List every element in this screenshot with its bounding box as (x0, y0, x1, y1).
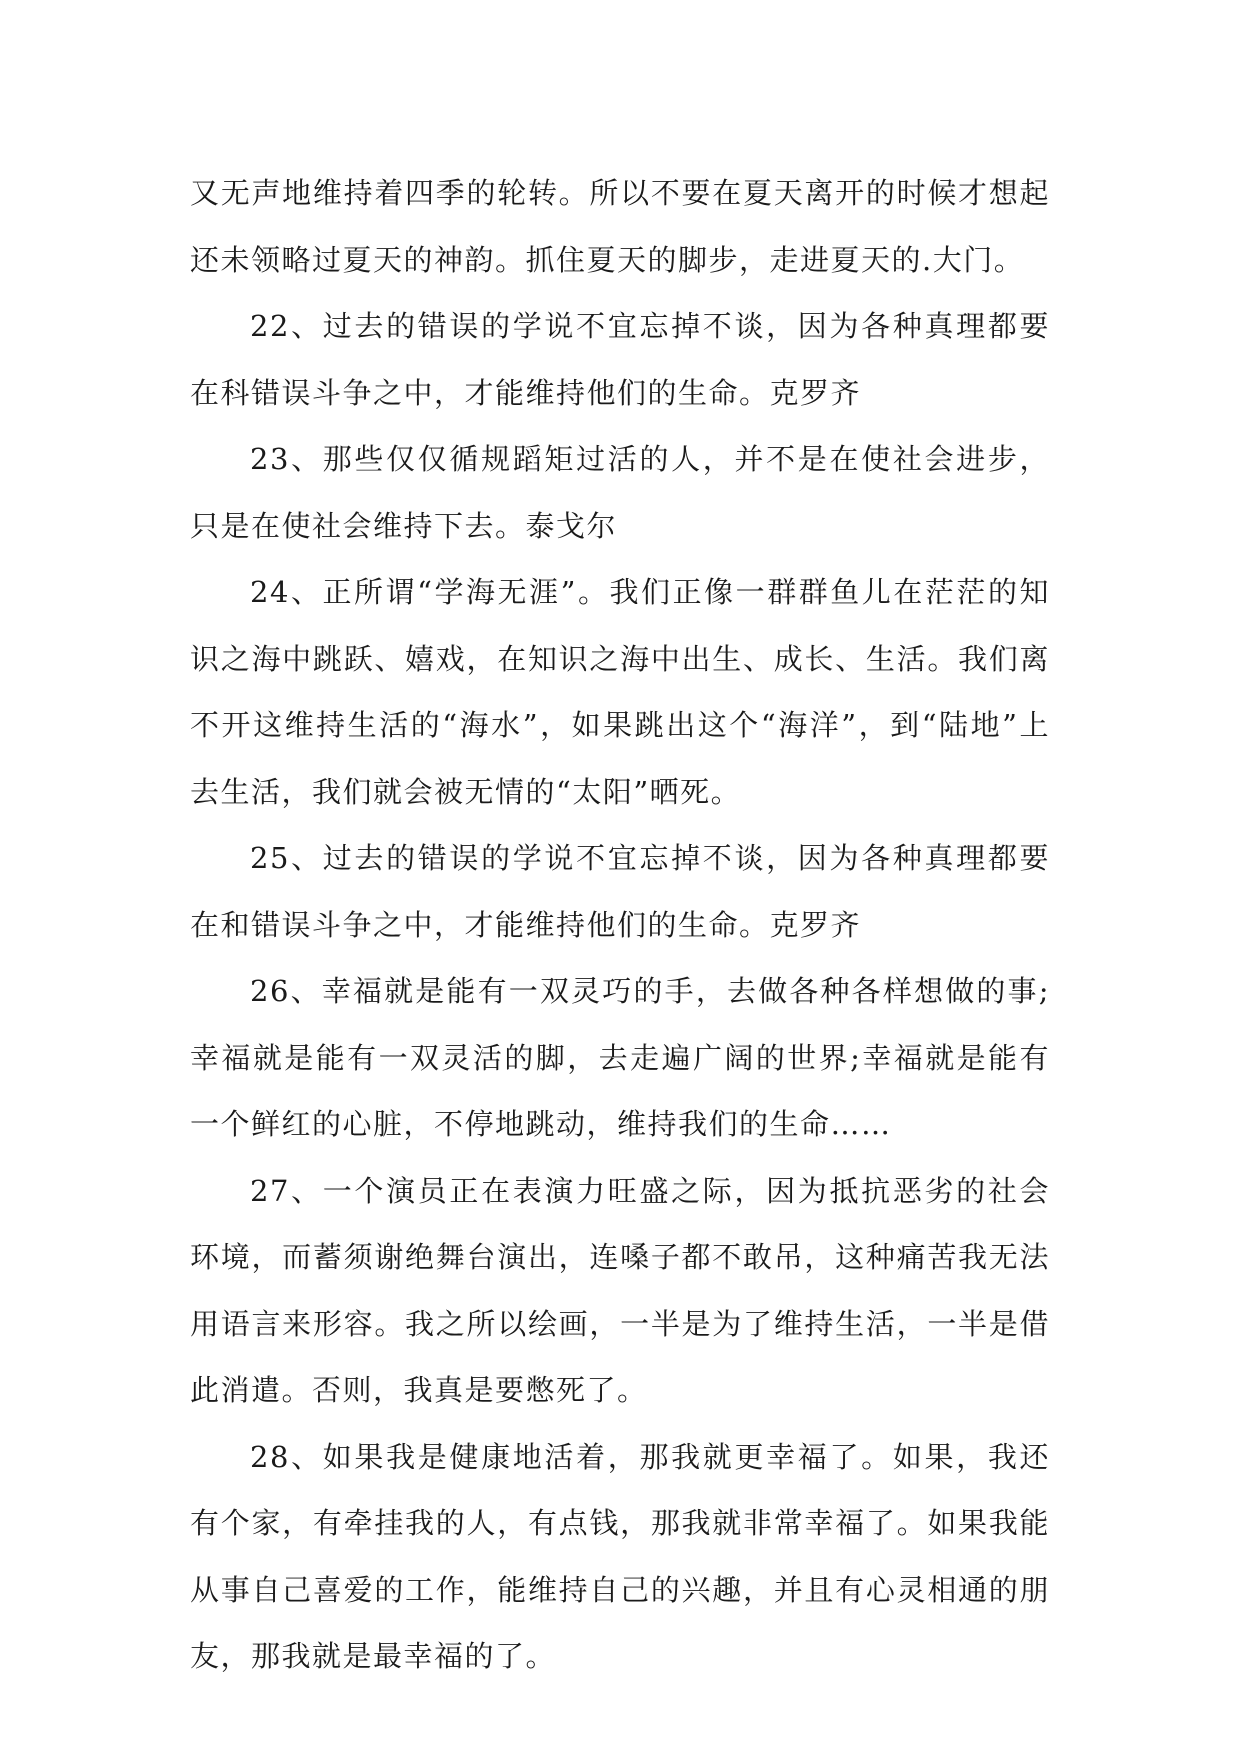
paragraph-quote-23: 23、那些仅仅循规蹈矩过活的人，并不是在使社会进步，只是在使社会维持下去。泰戈尔 (190, 442, 1050, 543)
paragraph-quote-24: 24、正所谓“学海无涯”。我们正像一群群鱼儿在茫茫的知识之海中跳跃、嬉戏，在知识之海中出生、成长、生活。我们离不开这维持生活的“海水”，如果跳出这个“海洋”，到“陆地”上去生活，我们就会被无情的“太阳”晒死。 (190, 575, 1050, 809)
paragraph-quote-26: 26、幸福就是能有一双灵巧的手，去做各种各样想做的事;幸福就是能有一双灵活的脚，去走遍广阔的世界;幸福就是能有一个鲜红的心脏，不停地跳动，维持我们的生命…… (190, 974, 1050, 1141)
paragraph-quote-22: 22、过去的错误的学说不宜忘掉不谈，因为各种真理都要在科错误斗争之中，才能维持他们的生命。克罗齐 (190, 309, 1050, 410)
paragraph-quote-27: 27、一个演员正在表演力旺盛之际，因为抵抗恶劣的社会环境，而蓄须谢绝舞台演出，连嗓子都不敢吊，这种痛苦我无法用语言来形容。我之所以绘画，一半是为了维持生活，一半是借此消遣。否则，我真是要憋死了。 (190, 1173, 1050, 1407)
paragraph-quote-28: 28、如果我是健康地活着，那我就更幸福了。如果，我还有个家，有牵挂我的人，有点钱，那我就非常幸福了。如果我能从事自己喜爱的工作，能维持自己的兴趣，并且有心灵相通的朋友，那我就是最幸福的了。 (190, 1439, 1050, 1673)
document-body (190, 160, 1050, 1690)
paragraph-continuation: 又无声地维持着四季的轮转。所以不要在夏天离开的时候才想起还未领略过夏天的神韵。抓住夏天的脚步，走进夏天的.大门。 (190, 176, 1050, 277)
paragraph-quote-25: 25、过去的错误的学说不宜忘掉不谈，因为各种真理都要在和错误斗争之中，才能维持他们的生命。克罗齐 (190, 841, 1050, 942)
